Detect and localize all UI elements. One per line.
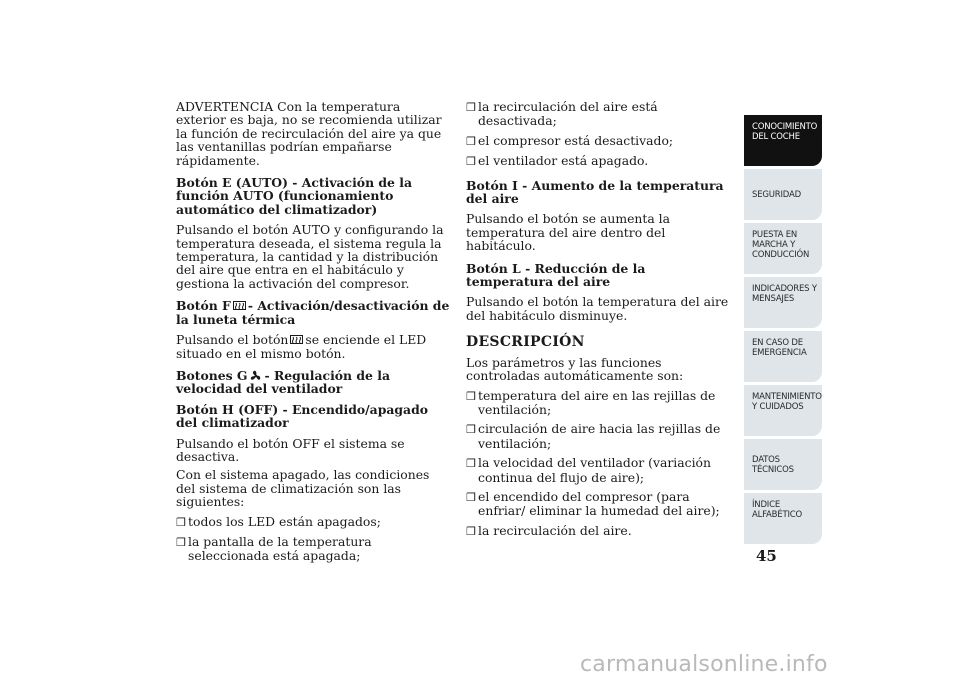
description-text: Los parámetros y las funciones controladas automáticamente son: [466, 354, 684, 384]
tab-label: SEGURIDAD [752, 189, 801, 200]
tab-label: CONOCIMIENTO DEL COCHE [752, 122, 818, 142]
list-item-text: la recirculación del aire. [478, 522, 632, 538]
bullet-mark: ❒ [466, 134, 476, 148]
list-item-text: la recirculación del aire está desactivada; [478, 99, 658, 129]
button-f-text [176, 333, 451, 360]
button-i-text: Pulsando el botón se aumenta la temperatura del aire dentro del habitáculo. [466, 211, 671, 254]
list-item [466, 134, 731, 148]
list-item [466, 490, 731, 518]
description-heading: DESCRIPCIÓN [466, 334, 585, 351]
button-g-heading-pre: Botones G [176, 367, 248, 383]
bullet-mark: ❒ [466, 101, 476, 114]
warning-text: ADVERTENCIA Con la temperatura exterior es baja, no se recomienda utilizar la función de recirculación del aire ya que las ventanillas podrían empañarse rápidamente. [176, 99, 442, 168]
bullet-mark: ❒ [466, 457, 476, 471]
tab-label: ÍNDICE ALFABÉTICO [752, 500, 803, 520]
list-item-text: el encendido del compresor (para enfriar/ eliminar la humedad del aire); [478, 488, 720, 519]
button-f-heading-pre: Botón F [176, 298, 231, 314]
tab-seguridad[interactable] [744, 169, 822, 220]
list-item [466, 100, 731, 128]
button-e-text: Pulsando el botón AUTO y configurando la temperatura deseada, el sistema regula la temperatura, la cantidad y la distribución del aire que entra en el habitáculo y gestiona la activación del compresor. [176, 222, 444, 291]
tab-mantenimiento[interactable] [744, 385, 822, 436]
left-column [176, 100, 451, 569]
list-item [466, 422, 731, 450]
rear-defrost-icon [233, 301, 246, 312]
list-item-text: el compresor está desactivado; [478, 132, 674, 148]
button-l-heading: Botón L - Reducción de la temperatura del aire [466, 260, 646, 290]
list-item-text: circulación de aire hacia las rejillas de ventilación; [478, 421, 721, 451]
button-i-heading: Botón I - Aumento de la temperatura del aire [466, 177, 724, 207]
tab-label: MANTENIMIENTO Y CUIDADOS [752, 392, 822, 412]
button-f-text-post: se enciende el LED situado en el mismo botón. [176, 332, 427, 361]
bullet-mark: ❒ [466, 155, 476, 169]
bullet-mark: ❒ [176, 535, 186, 549]
list-item [176, 535, 451, 563]
list-item [466, 524, 731, 538]
bullet-mark: ❒ [466, 389, 476, 403]
button-l-text: Pulsando el botón la temperatura del aire del habitáculo disminuye. [466, 294, 729, 323]
tab-indicadores[interactable] [744, 277, 822, 328]
bullet-mark: ❒ [466, 490, 476, 504]
button-f-heading-post: - Activación/desactivación de la luneta térmica [176, 298, 450, 327]
fan-icon [250, 370, 263, 381]
list-item-text: todos los LED están apagados; [188, 513, 381, 529]
list-item-text: temperatura del aire en las rejillas de ventilación; [478, 387, 716, 417]
button-h-text-2: Con el sistema apagado, las condiciones del sistema de climatización son las siguientes: [176, 467, 430, 510]
tab-conocimiento-del-coche[interactable] [744, 115, 822, 166]
tab-emergencia[interactable] [744, 331, 822, 382]
right-column [466, 100, 731, 544]
button-h-heading: Botón H (OFF) - Encendido/apagado del climatizador [176, 401, 429, 431]
list-item [466, 154, 731, 168]
tab-label: PUESTA EN MARCHA Y CONDUCCIÓN [752, 230, 810, 260]
button-g-heading [176, 369, 451, 396]
button-h-text-1: Pulsando el botón OFF el sistema se desactiva. [176, 435, 405, 464]
button-g-heading-post: - Regulación de la velocidad del ventilador [176, 367, 390, 397]
tab-datos-tecnicos[interactable] [744, 439, 822, 490]
list-item [466, 456, 731, 484]
list-item-text: la pantalla de la temperatura seleccionada está apagada; [188, 533, 372, 564]
tab-label: INDICADORES Y MENSAJES [752, 284, 817, 304]
list-item [176, 515, 451, 529]
list-item [466, 389, 731, 417]
bullet-mark: ❒ [466, 423, 476, 437]
chapter-tabs [744, 115, 822, 547]
tab-indice[interactable] [744, 493, 822, 544]
list-item-text: el ventilador está apagado. [478, 153, 649, 169]
rear-defrost-icon [290, 335, 303, 346]
button-e-heading: Botón E (AUTO) - Activación de la función AUTO (funcionamiento automático del climatizador) [176, 175, 412, 217]
bullet-mark: ❒ [466, 524, 476, 538]
bullet-mark: ❒ [176, 515, 186, 529]
tab-label: DATOS TÉCNICOS [752, 454, 794, 475]
button-f-text-pre: Pulsando el botón [176, 332, 289, 348]
button-f-heading [176, 299, 451, 326]
tab-label: EN CASO DE EMERGENCIA [752, 338, 807, 358]
page-number: 45 [756, 547, 777, 565]
list-item-text: la velocidad del ventilador (variación continua del flujo de aire); [478, 455, 711, 485]
tab-puesta-en-marcha[interactable] [744, 223, 822, 274]
watermark: carmanualsonline.info [580, 652, 828, 677]
